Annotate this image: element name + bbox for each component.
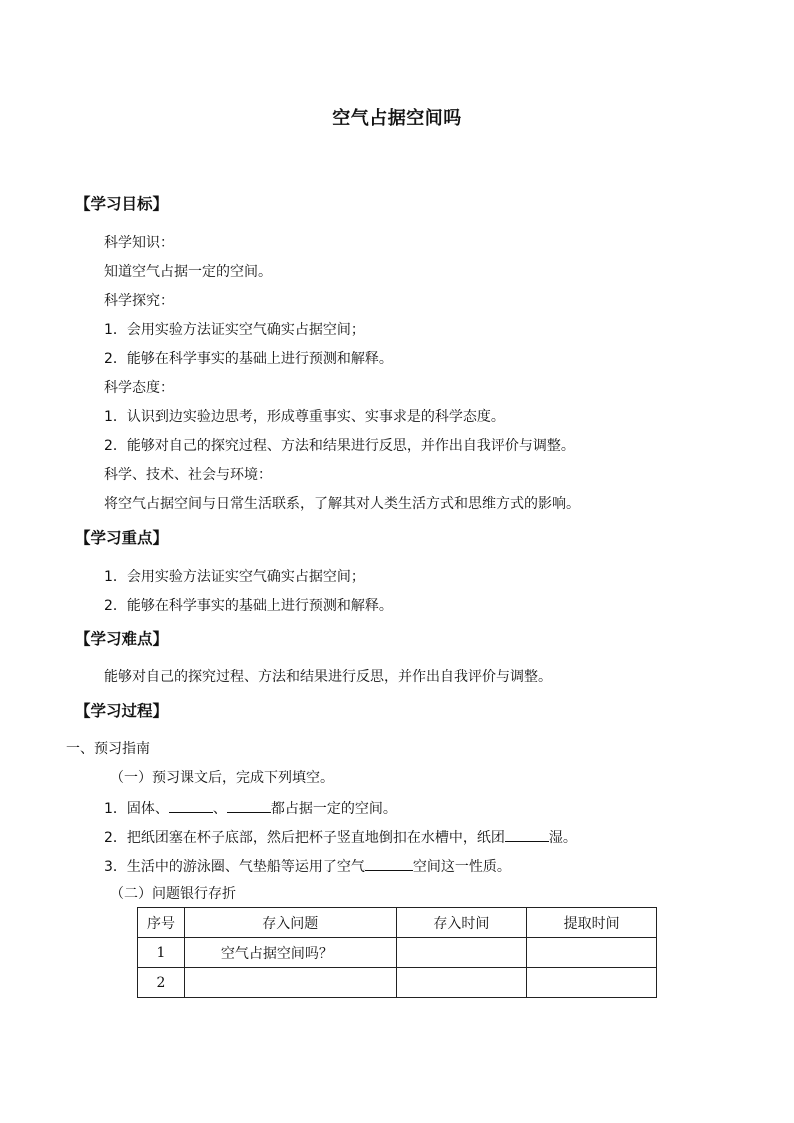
- section-preview-guide: 一、预习指南: [66, 741, 150, 757]
- answer-blank[interactable]: [227, 798, 271, 813]
- question-1-part-b: 、: [212, 801, 227, 817]
- inquiry-label: 科学探究：: [104, 293, 174, 309]
- row-deposit-time[interactable]: [396, 968, 527, 998]
- header-cell-question: 存入问题: [184, 908, 396, 938]
- subsection-fill-blanks: （一）预习课文后，完成下列填空。: [110, 770, 334, 786]
- inquiry-item-2: 2．能够在科学事实的基础上进行预测和解释。: [104, 351, 393, 367]
- question-1-part-c: 都占据一定的空间。: [270, 801, 397, 817]
- key-point-2: 2．能够在科学事实的基础上进行预测和解释。: [104, 598, 393, 614]
- key-point-1: 1．会用实验方法证实空气确实占据空间；: [104, 569, 365, 585]
- row-question[interactable]: [184, 968, 396, 998]
- question-1: [104, 798, 397, 819]
- row-number: 1: [138, 938, 185, 968]
- answer-blank[interactable]: [505, 827, 549, 842]
- table-header-row: [138, 908, 657, 938]
- attitude-item-2: 2．能够对自己的探究过程、方法和结果进行反思，并作出自我评价与调整。: [104, 438, 575, 454]
- difficulties-heading: 【学习难点】: [75, 629, 169, 648]
- objectives-heading: 【学习目标】: [75, 194, 169, 213]
- header-cell-deposit-time: 存入时间: [396, 908, 527, 938]
- table-row: [138, 938, 657, 968]
- answer-blank[interactable]: [169, 798, 213, 813]
- process-heading: 【学习过程】: [75, 701, 169, 720]
- answer-blank[interactable]: [365, 856, 413, 871]
- row-number: 2: [138, 968, 185, 998]
- question-2: [104, 827, 577, 848]
- table-row: [138, 968, 657, 998]
- question-3: [104, 856, 511, 877]
- row-withdraw-time[interactable]: [527, 938, 657, 968]
- knowledge-text: 知道空气占据一定的空间。: [104, 264, 272, 280]
- question-2-part-b: 湿。: [548, 830, 577, 846]
- subsection-question-bank: （二）问题银行存折: [110, 886, 236, 902]
- row-deposit-time[interactable]: [396, 938, 527, 968]
- difficulties-text: 能够对自己的探究过程、方法和结果进行反思，并作出自我评价与调整。: [104, 669, 552, 685]
- question-1-part-a: 1．固体、: [104, 801, 169, 817]
- header-cell-withdraw-time: 提取时间: [527, 908, 657, 938]
- attitude-item-1: 1．认识到边实验边思考，形成尊重事实、实事求是的科学态度。: [104, 409, 505, 425]
- row-withdraw-time[interactable]: [527, 968, 657, 998]
- row-question: 空气占据空间吗？: [184, 938, 396, 968]
- question-2-part-a: 2．把纸团塞在杯子底部，然后把杯子竖直地倒扣在水槽中，纸团: [104, 830, 505, 846]
- header-cell-number: 序号: [138, 908, 185, 938]
- inquiry-item-1: 1．会用实验方法证实空气确实占据空间；: [104, 322, 365, 338]
- question-bank-table: [137, 907, 657, 998]
- knowledge-label: 科学知识：: [104, 235, 174, 251]
- key-points-heading: 【学习重点】: [75, 528, 169, 547]
- sts-text: 将空气占据空间与日常生活联系，了解其对人类生活方式和思维方式的影响。: [104, 496, 580, 512]
- attitude-label: 科学态度：: [104, 380, 174, 396]
- document-title: 空气占据空间吗: [332, 108, 462, 129]
- sts-label: 科学、技术、社会与环境：: [104, 467, 272, 483]
- question-3-part-a: 3．生活中的游泳圈、气垫船等运用了空气: [104, 859, 365, 875]
- question-3-part-b: 空间这一性质。: [412, 859, 511, 875]
